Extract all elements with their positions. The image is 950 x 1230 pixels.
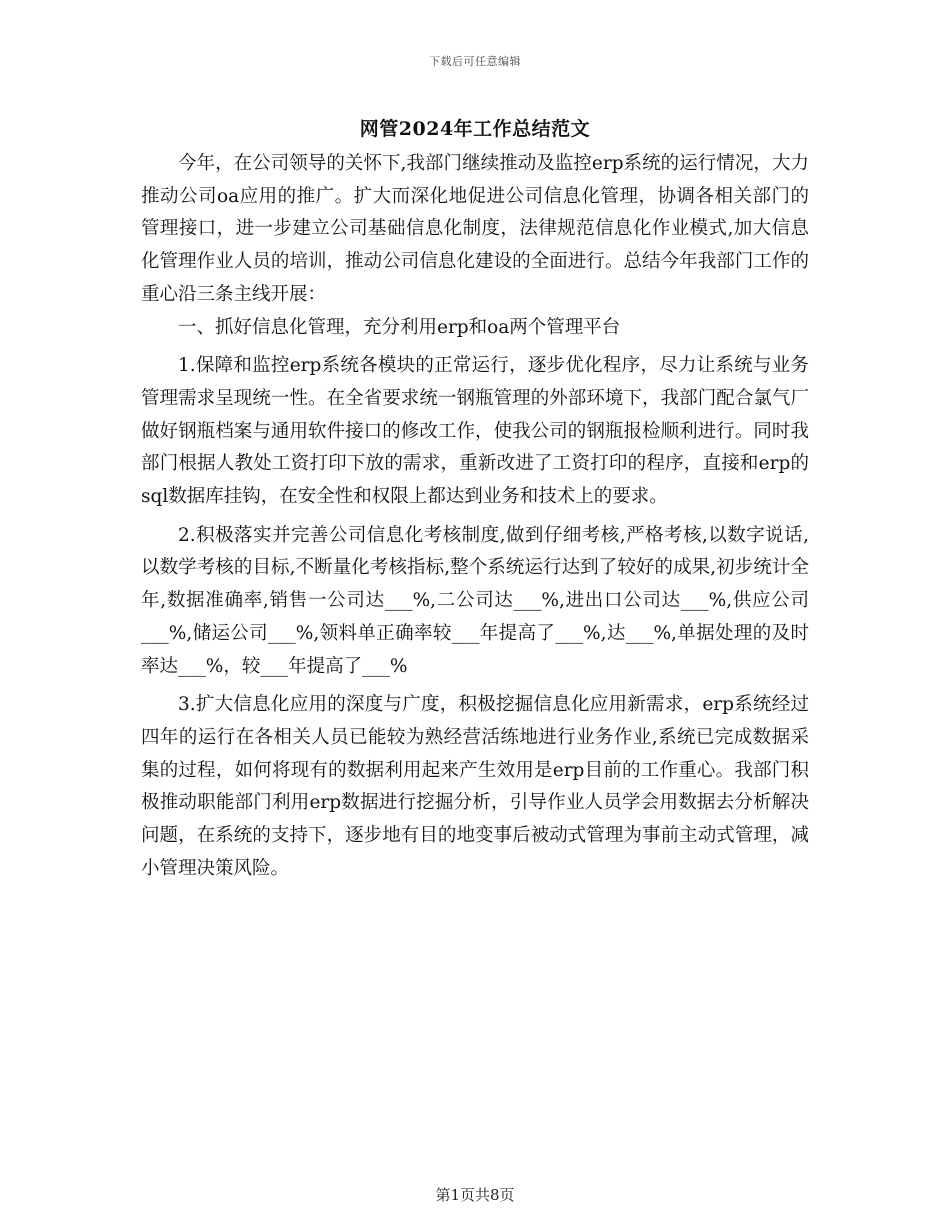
document-body [141, 148, 809, 885]
header-note: 下载后可任意编辑 [429, 55, 521, 68]
section-heading-1: 一、抓好信息化管理，充分利用erp和oa两个管理平台 [178, 316, 621, 338]
document-title: 网管2024年工作总结范文 [359, 118, 591, 140]
paragraph-item-3: 3.扩大信息化应用的深度与广度，积极挖掘信息化应用新需求，erp系统经过四年的运行在各相关人员已能较为熟经营活练地进行业务作业,系统已完成数据采集的过程，如何将现有的数据利用起来产生效用是erp目前的工作重心。我部门积极推动职能部门利用erp数据进行挖掘分析，引导作业人员学会用数据去分析解决问题，在系统的支持下，逐步地有目的地变事后被动式管理为事前主动式管理，减小管理决策风险。 [141, 694, 809, 879]
paragraph-item-1: 1.保障和监控erp系统各模块的正常运行，逐步优化程序，尽力让系统与业务管理需求呈现统一性。在全省要求统一钢瓶管理的外部环境下，我部门配合氯气厂做好钢瓶档案与通用软件接口的修改工作，使我公司的钢瓶报检顺利进行。同时我部门根据人教处工资打印下放的需求，重新改进了工资打印的程序，直接和erp的sql数据库挂钩，在安全性和权限上都达到业务和技术上的要求。 [141, 355, 809, 508]
paragraph-item-2: 2.积极落实并完善公司信息化考核制度,做到仔细考核,严格考核,以数字说话,以数学考核的目标,不断量化考核指标,整个系统运行达到了较好的成果,初步统计全年,数据准确率,销售一公司达___%,二公司达___%,进出口公司达___%,供应公司___%,储运公司___%,领料单正确率较___年提高了___%,达___%,单据处理的及时率达___%，较___年提高了___% [141, 524, 809, 677]
page-footer: 第1页共8页 [435, 1186, 515, 1204]
paragraph-intro: 今年，在公司领导的关怀下,我部门继续推动及监控erp系统的运行情况，大力推动公司oa应用的推广。扩大而深化地促进公司信息化管理，协调各相关部门的管理接口，进一步建立公司基础信息化制度，法律规范信息化作业模式,加大信息化管理作业人员的培训，推动公司信息化建设的全面进行。总结今年我部门工作的重心沿三条主线开展： [141, 153, 809, 305]
